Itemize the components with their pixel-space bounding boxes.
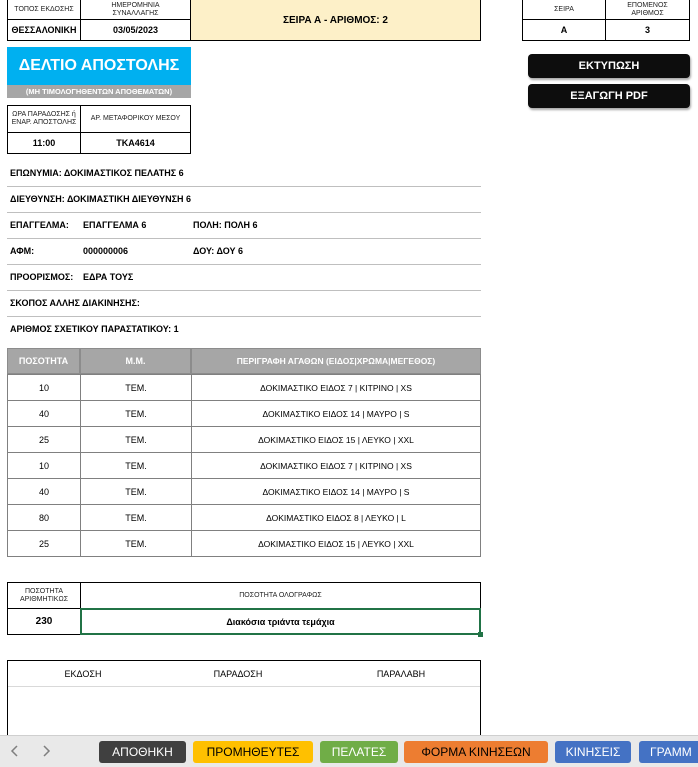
row-unit[interactable]: ΤΕΜ. [80,426,192,453]
date-value[interactable]: 03/05/2023 [80,19,191,41]
divider [7,264,481,265]
row-description[interactable]: ΔΟΚΙΜΑΣΤΙΚΟ ΕΙΔΟΣ 14 | ΜΑΥΡΟ | S [191,400,481,427]
items-table [7,348,481,557]
row-unit[interactable]: ΤΕΜ. [80,400,192,427]
row-quantity[interactable]: 10 [7,374,81,401]
header-table [7,0,481,42]
sheet-tab-movements[interactable]: ΚΙΝΗΣΕΙΣ [555,741,631,763]
series-value[interactable]: Α [522,19,606,41]
row-description[interactable]: ΔΟΚΙΜΑΣΤΙΚΟ ΕΙΔΟΣ 15 | ΛΕΥΚΟ | XXL [191,426,481,453]
sheet-tab-lines[interactable]: ΓΡΑΜΜ [639,741,698,763]
row-quantity[interactable]: 40 [7,478,81,505]
series-title: ΣΕΙΡΑ Α - ΑΡΙΘΜΟΣ: 2 [190,0,481,41]
row-unit[interactable]: ΤΕΜ. [80,530,192,557]
column-header-unit: Μ.Μ. [80,348,191,374]
sheet-tab-movement-form[interactable]: ΦΟΡΜΑ ΚΙΝΗΣΕΩΝ [404,741,548,763]
divider [7,316,481,317]
next-number-label: ΕΠΟΜΕΝΟΣ ΑΡΙΘΜΟΣ [605,0,690,20]
row-unit[interactable]: ΤΕΜ. [80,478,192,505]
vehicle-label: ΑΡ. ΜΕΤΑΦΟΡΙΚΟΥ ΜΕΣΟΥ [80,105,191,133]
row-unit[interactable]: ΤΕΜ. [80,452,192,479]
date-label: ΗΜΕΡΟΜΗΝΙΑ ΣΥΝΑΛΛΑΓΗΣ [80,0,191,20]
row-quantity[interactable]: 25 [7,426,81,453]
divider [7,238,481,239]
destination-value[interactable]: ΕΔΡΑ ΤΟΥΣ [83,272,134,282]
chevron-left-icon[interactable] [8,744,22,758]
profession-value[interactable]: ΕΠΑΓΓΕΛΜΑ 6 [83,220,147,230]
series-label: ΣΕΙΡΑ [522,0,606,20]
vehicle-value[interactable]: ΤΚΑ4614 [80,132,191,154]
signatures-box [7,660,481,740]
issue-place-value[interactable]: ΘΕΣΣΑΛΟΝΙΚΗ [7,19,81,41]
profession-label: ΕΠΑΓΓΕΛΜΑ: [10,220,69,230]
row-description[interactable]: ΔΟΚΙΜΑΣΤΙΚΟ ΕΙΔΟΣ 8 | ΛΕΥΚΟ | L [191,504,481,531]
customer-name[interactable]: ΕΠΩΝΥΜΙΑ: ΔΟΚΙΜΑΣΤΙΚΟΣ ΠΕΛΑΤΗΣ 6 [10,168,184,178]
quantity-words-label: ΠΟΣΟΤΗΤΑ ΟΛΟΓΡΑΦΩΣ [80,582,481,609]
signature-issue-label: ΕΚΔΟΣΗ [64,668,102,679]
series-box [522,0,690,42]
row-description[interactable]: ΔΟΚΙΜΑΣΤΙΚΟ ΕΙΔΟΣ 15 | ΛΕΥΚΟ | XXL [191,530,481,557]
afm-value[interactable]: 000000006 [83,246,129,256]
row-description[interactable]: ΔΟΚΙΜΑΣΤΙΚΟ ΕΙΔΟΣ 14 | ΜΑΥΡΟ | S [191,478,481,505]
table-row [7,374,481,401]
row-quantity[interactable]: 10 [7,452,81,479]
row-description[interactable]: ΔΟΚΙΜΑΣΤΙΚΟ ΕΙΔΟΣ 7 | ΚΙΤΡΙΝΟ | XS [191,452,481,479]
document-subtitle: (ΜΗ ΤΙΜΟΛΟΓΗΘΕΝΤΩΝ ΑΠΟΘΕΜΑΤΩΝ) [7,85,191,98]
row-unit[interactable]: ΤΕΜ. [80,504,192,531]
fill-handle[interactable] [478,632,483,637]
column-header-description: ΠΕΡΙΓΡΑΦΗ ΑΓΑΘΩΝ (ΕΙΔΟΣ|ΧΡΩΜΑ|ΜΕΓΕΘΟΣ) [191,348,481,374]
row-quantity[interactable]: 40 [7,400,81,427]
customer-doy[interactable]: ΔΟΥ: ΔΟΥ 6 [193,246,243,256]
divider [7,290,481,291]
table-row [7,452,481,479]
quantity-numeric-label: ΠΟΣΟΤΗΤΑ ΑΡΙΘΜΗΤΙΚΩΣ [7,582,81,609]
movement-purpose[interactable]: ΣΚΟΠΟΣ ΑΛΛΗΣ ΔΙΑΚΙΝΗΣΗΣ: [10,298,140,308]
issue-place-label: ΤΟΠΟΣ ΕΚΔΟΣΗΣ [7,0,81,20]
related-document[interactable]: ΑΡΙΘΜΟΣ ΣΧΕΤΙΚΟΥ ΠΑΡΑΣΤΑΤΙΚΟΥ: 1 [10,324,179,334]
divider [7,212,481,213]
table-row [7,504,481,531]
sheet-tab-bar [0,735,698,767]
export-pdf-button[interactable]: ΕΞΑΓΩΓΗ PDF [528,84,690,108]
signature-delivery-label: ΠΑΡΑΔΟΣΗ [213,668,263,679]
table-row [7,478,481,505]
sheet-tab-warehouse[interactable]: ΑΠΟΘΗΚΗ [99,741,186,763]
divider [7,186,481,187]
document-title: ΔΕΛΤΙΟ ΑΠΟΣΤΟΛΗΣ [7,47,191,85]
delivery-time-value[interactable]: 11:00 [7,132,81,154]
row-quantity[interactable]: 80 [7,504,81,531]
signature-receipt-label: ΠΑΡΑΛΑΒΗ [376,668,426,679]
print-button[interactable]: ΕΚΤΥΠΩΣΗ [528,54,690,78]
row-quantity[interactable]: 25 [7,530,81,557]
quantity-words-value[interactable]: Διακόσια τριάντα τεμάχια [80,608,481,635]
table-row [7,426,481,453]
column-header-quantity: ΠΟΣΟΤΗΤΑ [7,348,80,374]
delivery-time-label: ΩΡΑ ΠΑΡΑΔΟΣΗΣ ή ΕΝΑΡ. ΑΠΟΣΤΟΛΗΣ [7,105,81,133]
row-description[interactable]: ΔΟΚΙΜΑΣΤΙΚΟ ΕΙΔΟΣ 7 | ΚΙΤΡΙΝΟ | XS [191,374,481,401]
customer-city[interactable]: ΠΟΛΗ: ΠΟΛΗ 6 [193,220,258,230]
chevron-right-icon[interactable] [39,744,53,758]
afm-label: ΑΦΜ: [10,246,35,256]
destination-label: ΠΡΟΟΡΙΣΜΟΣ: [10,272,74,282]
row-unit[interactable]: ΤΕΜ. [80,374,192,401]
sheet-tab-customers[interactable]: ΠΕΛΑΤΕΣ [320,741,398,763]
quantity-numeric-value[interactable]: 230 [7,608,81,635]
customer-address[interactable]: ΔΙΕΥΘΥΝΣΗ: ΔΟΚΙΜΑΣΤΙΚΗ ΔΙΕΥΘΥΝΣΗ 6 [10,194,192,204]
sheet-tab-suppliers[interactable]: ΠΡΟΜΗΘΕΥΤΕΣ [193,741,313,763]
next-number-value[interactable]: 3 [605,19,690,41]
signatures-divider [8,686,480,687]
table-row [7,530,481,557]
table-row [7,400,481,427]
